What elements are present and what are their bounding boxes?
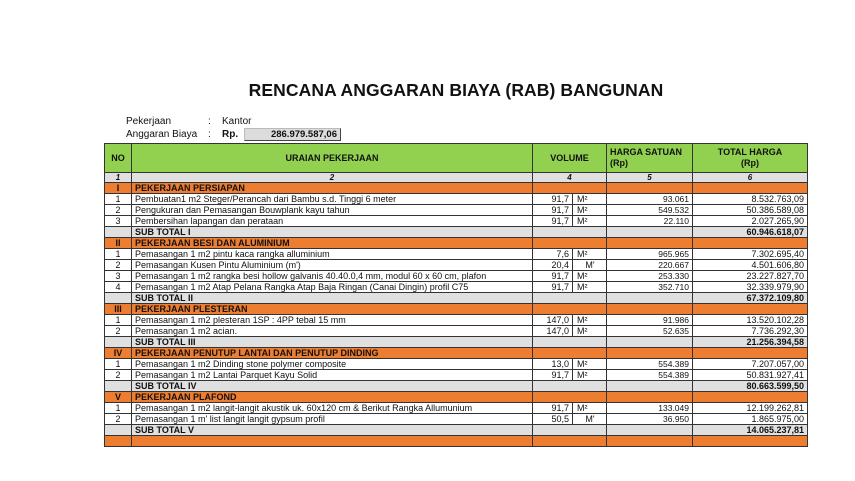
- table-row: [105, 282, 808, 293]
- subtotal-label[interactable]: SUB TOTAL I: [132, 227, 533, 238]
- subtotal-value[interactable]: 67.372.109,80: [693, 293, 808, 304]
- subtotal-volume-cell[interactable]: [533, 227, 607, 238]
- item-description[interactable]: Pemasangan Kusen Pintu Aluminium (m'): [132, 260, 533, 271]
- item-total-price[interactable]: 7.736.292,30: [693, 326, 808, 337]
- item-volume[interactable]: 91,7: [533, 205, 573, 216]
- item-volume[interactable]: 13,0: [533, 359, 573, 370]
- section-row: [105, 392, 808, 403]
- item-unit-price[interactable]: 253.330: [607, 271, 693, 282]
- item-unit[interactable]: M²: [573, 249, 607, 260]
- section-volume-cell[interactable]: [533, 392, 607, 403]
- item-unit-price[interactable]: 36.950: [607, 414, 693, 425]
- item-unit-price[interactable]: 549.532: [607, 205, 693, 216]
- item-total-price[interactable]: 50.831.927,41: [693, 370, 808, 381]
- item-description[interactable]: Pengukuran dan Pemasangan Bouwplank kayu tahun: [132, 205, 533, 216]
- table-row: [105, 260, 808, 271]
- anggaran-separator: :: [208, 129, 211, 140]
- section-number[interactable]: [105, 436, 132, 447]
- item-volume[interactable]: 147,0: [533, 315, 573, 326]
- section-volume-cell[interactable]: [533, 238, 607, 249]
- item-description[interactable]: Pemasangan 1 m2 Lantai Parquet Kayu Solid: [132, 370, 533, 381]
- header-total-harga: [693, 144, 808, 173]
- item-number[interactable]: 2: [105, 414, 132, 425]
- subtotal-price-cell[interactable]: [607, 227, 693, 238]
- subtotal-value[interactable]: 14.065.237,81: [693, 425, 808, 436]
- subtotal-volume-cell[interactable]: [533, 293, 607, 304]
- pekerjaan-value: Kantor: [222, 116, 252, 127]
- item-unit-price[interactable]: 22.110: [607, 216, 693, 227]
- item-unit[interactable]: M': [573, 414, 607, 425]
- index-total: 6: [693, 173, 808, 183]
- header-row: [105, 144, 808, 173]
- subtotal-row: [105, 293, 808, 304]
- item-unit-price[interactable]: 554.389: [607, 370, 693, 381]
- item-total-price[interactable]: 13.520.102,28: [693, 315, 808, 326]
- subtotal-volume-cell[interactable]: [533, 425, 607, 436]
- section-title[interactable]: [132, 436, 533, 447]
- table-row: [105, 326, 808, 337]
- item-total-price[interactable]: 7.207.057,00: [693, 359, 808, 370]
- item-unit[interactable]: M²: [573, 194, 607, 205]
- budget-total-cell[interactable]: 286.979.587,06: [244, 128, 341, 141]
- item-unit[interactable]: M²: [573, 326, 607, 337]
- header-uraian: URAIAN PEKERJAAN: [132, 144, 533, 173]
- item-volume[interactable]: 50,5: [533, 414, 573, 425]
- item-unit-price[interactable]: 52.635: [607, 326, 693, 337]
- item-total-price[interactable]: 1.865.975,00: [693, 414, 808, 425]
- section-number[interactable]: III: [105, 304, 132, 315]
- section-total-cell[interactable]: [693, 238, 808, 249]
- subtotal-price-cell[interactable]: [607, 425, 693, 436]
- item-volume[interactable]: 147,0: [533, 326, 573, 337]
- section-volume-cell[interactable]: [533, 348, 607, 359]
- item-unit-price[interactable]: 133.049: [607, 403, 693, 414]
- item-number[interactable]: 4: [105, 282, 132, 293]
- item-total-price[interactable]: 2.027.265,90: [693, 216, 808, 227]
- subtotal-value[interactable]: 60.946.618,07: [693, 227, 808, 238]
- section-title[interactable]: PEKERJAAN PERSIAPAN: [132, 183, 533, 194]
- subtotal-value[interactable]: 21.256.394,58: [693, 337, 808, 348]
- item-volume[interactable]: 91,7: [533, 403, 573, 414]
- item-description[interactable]: Pemasangan 1 m2 plesteran 1SP : 4PP tebal 15 mm: [132, 315, 533, 326]
- subtotal-label[interactable]: SUB TOTAL III: [132, 337, 533, 348]
- header-total-harga-label: TOTAL HARGA: [717, 147, 783, 157]
- table-row: [105, 271, 808, 282]
- subtotal-no-cell[interactable]: [105, 381, 132, 392]
- item-unit[interactable]: M²: [573, 271, 607, 282]
- item-description[interactable]: Pemasangan 1 m2 pintu kaca rangka alluminium: [132, 249, 533, 260]
- table-row: [105, 205, 808, 216]
- subtotal-volume-cell[interactable]: [533, 337, 607, 348]
- item-volume[interactable]: 20,4: [533, 260, 573, 271]
- header-harga-satuan: [607, 144, 693, 173]
- item-number[interactable]: 2: [105, 260, 132, 271]
- index-row: [105, 173, 808, 183]
- pekerjaan-label: Pekerjaan: [126, 116, 172, 127]
- table-row: [105, 414, 808, 425]
- anggaran-currency: Rp.: [222, 129, 239, 140]
- item-number[interactable]: 1: [105, 194, 132, 205]
- section-row-next: [105, 436, 808, 447]
- header-no: NO: [105, 144, 132, 173]
- table-row: [105, 359, 808, 370]
- item-description[interactable]: Pembuatan1 m2 Steger/Perancah dari Bambu s.d. Tinggi 6 meter: [132, 194, 533, 205]
- item-unit-price[interactable]: 93.061: [607, 194, 693, 205]
- item-unit[interactable]: M²: [573, 370, 607, 381]
- anggaran-label: Anggaran Biaya: [126, 129, 198, 140]
- subtotal-row: [105, 227, 808, 238]
- section-number[interactable]: II: [105, 238, 132, 249]
- item-total-price[interactable]: 12.199.262,81: [693, 403, 808, 414]
- subtotal-label[interactable]: SUB TOTAL IV: [132, 381, 533, 392]
- item-description[interactable]: Pemasangan 1 m2 acian.: [132, 326, 533, 337]
- item-unit-price[interactable]: 965.965: [607, 249, 693, 260]
- subtotal-label[interactable]: SUB TOTAL II: [132, 293, 533, 304]
- item-unit[interactable]: M²: [573, 403, 607, 414]
- item-unit-price[interactable]: 554.389: [607, 359, 693, 370]
- rab-table: [104, 143, 808, 447]
- subtotal-no-cell[interactable]: [105, 227, 132, 238]
- item-unit-price[interactable]: 220.667: [607, 260, 693, 271]
- item-unit-price[interactable]: 352.710: [607, 282, 693, 293]
- section-title[interactable]: PEKERJAAN PLAFOND: [132, 392, 533, 403]
- table-row: [105, 216, 808, 227]
- section-title[interactable]: PEKERJAAN PENUTUP LANTAI DAN PENUTUP DINDING: [132, 348, 533, 359]
- subtotal-no-cell[interactable]: [105, 337, 132, 348]
- section-price-cell[interactable]: [607, 392, 693, 403]
- page-title: RENCANA ANGGARAN BIAYA (RAB) BANGUNAN: [248, 80, 664, 100]
- item-number[interactable]: 3: [105, 216, 132, 227]
- item-description[interactable]: Pemasangan 1 m2 rangka besi hollow galvanis 40.40.0,4 mm, modul 60 x 60 cm, plafon: [132, 271, 533, 282]
- item-description[interactable]: Pemasangan 1 m2 Dinding stone polymer composite: [132, 359, 533, 370]
- item-number[interactable]: 1: [105, 359, 132, 370]
- section-price-cell[interactable]: [607, 238, 693, 249]
- subtotal-row: [105, 425, 808, 436]
- item-number[interactable]: 2: [105, 326, 132, 337]
- item-number[interactable]: 2: [105, 370, 132, 381]
- section-total-cell[interactable]: [693, 348, 808, 359]
- item-unit[interactable]: M': [573, 260, 607, 271]
- section-price-cell[interactable]: [607, 304, 693, 315]
- item-number[interactable]: 1: [105, 315, 132, 326]
- section-price-cell[interactable]: [607, 183, 693, 194]
- subtotal-label[interactable]: SUB TOTAL V: [132, 425, 533, 436]
- section-total-cell[interactable]: [693, 392, 808, 403]
- section-row: [105, 348, 808, 359]
- subtotal-price-cell[interactable]: [607, 337, 693, 348]
- item-description[interactable]: Pemasangan 1 m2 Atap Pelana Rangka Atap Baja Ringan (Canai Dingin) profil C75: [132, 282, 533, 293]
- subtotal-row: [105, 381, 808, 392]
- item-unit[interactable]: M²: [573, 315, 607, 326]
- item-number[interactable]: 3: [105, 271, 132, 282]
- item-total-price[interactable]: 23.227.827,70: [693, 271, 808, 282]
- subtotal-price-cell[interactable]: [607, 293, 693, 304]
- item-total-price[interactable]: 4.501.606,80: [693, 260, 808, 271]
- subtotal-row: [105, 337, 808, 348]
- subtotal-value[interactable]: 80.663.599,50: [693, 381, 808, 392]
- header-harga-satuan-unit: (Rp): [610, 158, 628, 168]
- item-number[interactable]: 2: [105, 205, 132, 216]
- item-volume[interactable]: 91,7: [533, 282, 573, 293]
- item-volume[interactable]: 91,7: [533, 271, 573, 282]
- table-row: [105, 249, 808, 260]
- item-volume[interactable]: 91,7: [533, 216, 573, 227]
- item-description[interactable]: Pemasangan 1 m2 langit-langit akustik uk. 60x120 cm & Berikut Rangka Allumunium: [132, 403, 533, 414]
- index-harga: 5: [607, 173, 693, 183]
- item-unit[interactable]: M²: [573, 359, 607, 370]
- section-row: [105, 304, 808, 315]
- item-unit[interactable]: M²: [573, 205, 607, 216]
- item-total-price[interactable]: 50.386.589,08: [693, 205, 808, 216]
- section-row: [105, 183, 808, 194]
- header-total-harga-unit: (Rp): [741, 158, 759, 168]
- item-total-price[interactable]: 7.302.695,40: [693, 249, 808, 260]
- section-price-cell[interactable]: [607, 436, 693, 447]
- section-total-cell[interactable]: [693, 436, 808, 447]
- item-unit[interactable]: M²: [573, 216, 607, 227]
- index-volume: 4: [533, 173, 607, 183]
- subtotal-price-cell[interactable]: [607, 381, 693, 392]
- item-unit-price[interactable]: 91.986: [607, 315, 693, 326]
- item-total-price[interactable]: 8.532.763,09: [693, 194, 808, 205]
- section-price-cell[interactable]: [607, 348, 693, 359]
- table-row: [105, 403, 808, 414]
- header-harga-satuan-label: HARGA SATUAN: [610, 147, 682, 157]
- section-number[interactable]: V: [105, 392, 132, 403]
- section-volume-cell[interactable]: [533, 183, 607, 194]
- index-uraian: 2: [132, 173, 533, 183]
- item-description[interactable]: Pembersihan lapangan dan perataan: [132, 216, 533, 227]
- table-row: [105, 370, 808, 381]
- section-row: [105, 238, 808, 249]
- section-volume-cell[interactable]: [533, 436, 607, 447]
- item-number[interactable]: 1: [105, 249, 132, 260]
- item-volume[interactable]: 7,6: [533, 249, 573, 260]
- header-volume: VOLUME: [533, 144, 607, 173]
- section-title[interactable]: PEKERJAAN BESI DAN ALUMINIUM: [132, 238, 533, 249]
- section-total-cell[interactable]: [693, 304, 808, 315]
- item-total-price[interactable]: 32.339.979,90: [693, 282, 808, 293]
- pekerjaan-separator: :: [208, 116, 211, 127]
- subtotal-no-cell[interactable]: [105, 425, 132, 436]
- section-number[interactable]: I: [105, 183, 132, 194]
- index-no: 1: [105, 173, 132, 183]
- item-volume[interactable]: 91,7: [533, 194, 573, 205]
- item-unit[interactable]: M²: [573, 282, 607, 293]
- table-row: [105, 194, 808, 205]
- section-number[interactable]: IV: [105, 348, 132, 359]
- subtotal-volume-cell[interactable]: [533, 381, 607, 392]
- item-number[interactable]: 1: [105, 403, 132, 414]
- table-row: [105, 315, 808, 326]
- item-description[interactable]: Pemasangan 1 m' list langit langit gypsum profil: [132, 414, 533, 425]
- item-volume[interactable]: 91,7: [533, 370, 573, 381]
- section-title[interactable]: PEKERJAAN PLESTERAN: [132, 304, 533, 315]
- subtotal-no-cell[interactable]: [105, 293, 132, 304]
- section-total-cell[interactable]: [693, 183, 808, 194]
- section-volume-cell[interactable]: [533, 304, 607, 315]
